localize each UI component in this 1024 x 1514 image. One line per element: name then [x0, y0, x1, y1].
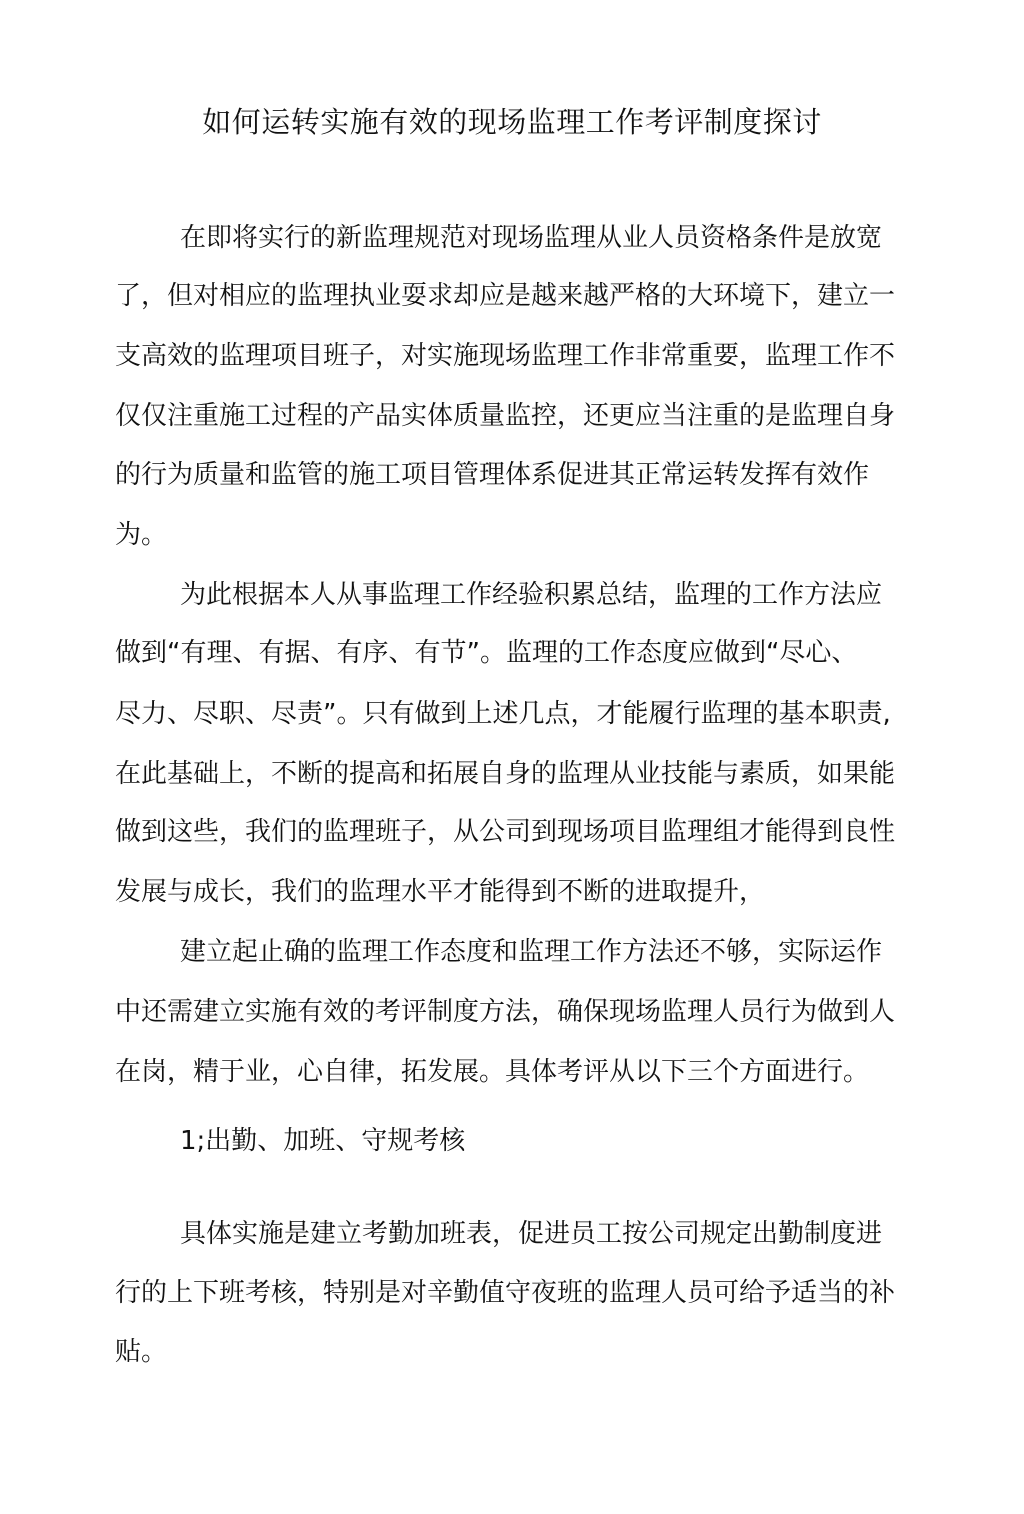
paragraph-1-line-6: 为。	[115, 520, 168, 550]
paragraph-2-line-1: 为此根据本人从事监理工作经验积累总结，监理的工作方法应	[180, 580, 883, 610]
section-paragraph-line-3: 贴。	[115, 1337, 168, 1367]
paragraph-2-line-4: 在此基础上，不断的提高和拓展自身的监理从业技能与素质，如果能	[115, 759, 896, 789]
paragraph-1-line-4: 仅仅注重施工过程的产品实体质量监控，还更应当注重的是监理自身	[115, 401, 896, 431]
paragraph-1-line-5: 的行为质量和监管的施工项目管理体系促进其正常运转发挥有效作	[115, 460, 870, 490]
paragraph-2-line-6: 发展与成长，我们的监理水平才能得到不断的进取提升，	[115, 877, 766, 907]
paragraph-3-line-2: 中还需建立实施有效的考评制度方法，确保现场监理人员行为做到人	[115, 997, 896, 1027]
paragraph-1-line-1: 在即将实行的新监理规范对现场监理从业人员资格条件是放宽	[180, 223, 883, 253]
section-paragraph-line-1: 具体实施是建立考勤加班表，促进员工按公司规定出勤制度进	[180, 1219, 883, 1249]
paragraph-2-line-5: 做到这些，我们的监理班子，从公司到现场项目监理组才能得到良性	[115, 817, 896, 847]
paragraph-2-line-3: 尽力、尽职、尽责”。只有做到上述几点，才能履行监理的基本职责,	[115, 699, 891, 729]
paragraph-3-line-1: 建立起止确的监理工作态度和监理工作方法还不够，实际运作	[180, 937, 883, 967]
paragraph-1-line-3: 支高效的监理项目班子，对实施现场监理工作非常重要，监理工作不	[115, 341, 896, 371]
paragraph-1-line-2: 了，但对相应的监理执业耍求却应是越来越严格的大环境下，建立一	[115, 281, 896, 311]
document-title: 如何运转实施有效的现场监理工作考评制度探讨	[202, 105, 822, 139]
paragraph-2-line-2: 做到“有理、有据、有序、有节”。监理的工作态度应做到“尽心、	[115, 638, 858, 668]
section-heading: 1;出勤、加班、守规考核	[180, 1126, 466, 1156]
paragraph-3-line-3: 在岗，精于业，心自律，拓发展。具体考评从以下三个方面进行。	[115, 1057, 870, 1087]
section-paragraph-line-2: 行的上下班考核，特别是对辛勤值守夜班的监理人员可给予适当的补	[115, 1278, 896, 1308]
